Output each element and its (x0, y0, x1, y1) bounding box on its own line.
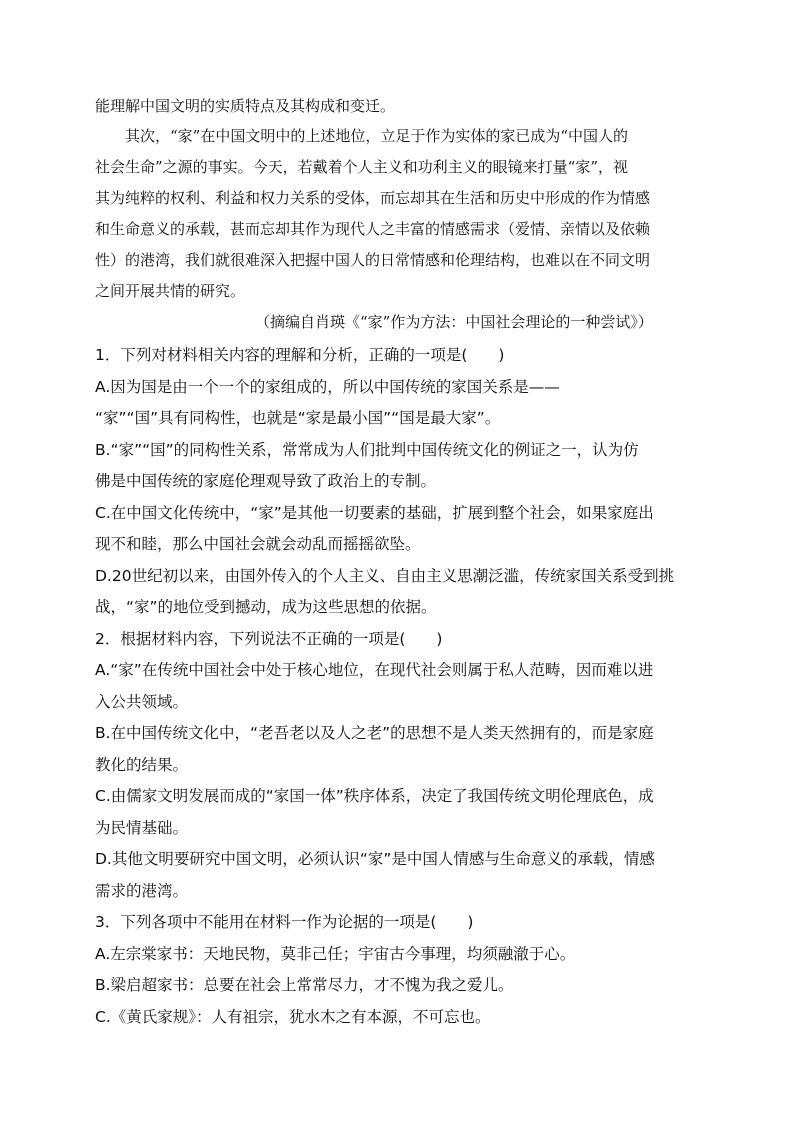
passage-line: 和生命意义的承载，甚而忘却其作为现代人之丰富的情感需求（爱情、亲情以及依赖 (95, 220, 651, 238)
option-d: D.20世纪初以来，由国外传入的个人主义、自由主义思潮泛滥，传统家国关系受到挑 (95, 567, 675, 585)
question-stem: 1．下列对材料相关内容的理解和分析，正确的一项是( ) (95, 346, 505, 364)
option-a-continued: 入公共领域。 (95, 693, 189, 711)
option-a-continued: “家”“国”具有同构性，也就是“家是最小国”“国是最大家”。 (95, 409, 501, 427)
option-c: C.《黄氏家规》：人有祖宗，犹水木之有本源，不可忘也。 (95, 1008, 491, 1026)
option-c: C.由儒家文明发展而成的“家国一体”秩序体系，决定了我国传统文明伦理底色，成 (95, 787, 654, 805)
option-d: D.其他文明要研究中国文明，必须认识“家”是中国人情感与生命意义的承载，情感 (95, 850, 655, 868)
option-b: B.“家”“国”的同构性关系，常常成为人们批判中国传统文化的例证之一，认为仿 (95, 441, 639, 459)
option-d-continued: 战，“家”的地位受到撼动，成为这些思想的依据。 (95, 598, 437, 616)
option-b: B.在中国传统文化中，“老吾老以及人之老”的思想不是人类天然拥有的，而是家庭 (95, 724, 654, 742)
option-a: A.因为国是由一个一个的家组成的，所以中国传统的家国关系是—— (95, 378, 560, 396)
passage-line: 性）的港湾，我们就很难深入把握中国人的日常情感和伦理结构，也难以在不同文明 (95, 251, 651, 269)
option-b-continued: 教化的结果。 (95, 756, 189, 774)
option-b-continued: 佛是中国传统的家庭伦理观导致了政治上的专制。 (95, 472, 437, 490)
passage-line: 其次，“家”在中国文明中的上述地位，立足于作为实体的家已成为“中国人的 (125, 127, 629, 145)
passage-line: 之间开展共情的研究。 (95, 282, 246, 300)
option-c: C.在中国文化传统中，“家”是其他一切要素的基础，扩展到整个社会，如果家庭出 (95, 504, 654, 522)
question-stem: 2．根据材料内容，下列说法不正确的一项是( ) (95, 630, 443, 648)
passage-source: （摘编自肖瑛《“家”作为方法：中国社会理论的一种尝试》） (255, 313, 653, 331)
passage-line: 其为纯粹的权利、利益和权力关系的受体，而忘却其在生活和历史中形成的作为情感 (95, 189, 651, 207)
passage-line: 社会生命”之源的事实。今天，若戴着个人主义和功利主义的眼镜来打量“家”，视 (95, 158, 629, 176)
option-d-continued: 需求的港湾。 (95, 882, 189, 900)
passage-line: 能理解中国文明的实质特点及其构成和变迁。 (95, 97, 396, 115)
option-a: A.左宗棠家书：天地民物，莫非己任；宇宙古今事理，均须融澈于心。 (95, 945, 576, 963)
option-c-continued: 为民情基础。 (95, 819, 189, 837)
option-a: A.“家”在传统中国社会中处于核心地位，在现代社会则属于私人范畴，因而难以进 (95, 661, 654, 679)
option-b: B.梁启超家书：总要在社会上常常尽力，才不愧为我之爱儿。 (95, 976, 514, 994)
option-c-continued: 现不和睦，那么中国社会就会动乱而摇摇欲坠。 (95, 535, 421, 553)
question-stem: 3．下列各项中不能用在材料一作为论据的一项是( ) (95, 913, 474, 931)
